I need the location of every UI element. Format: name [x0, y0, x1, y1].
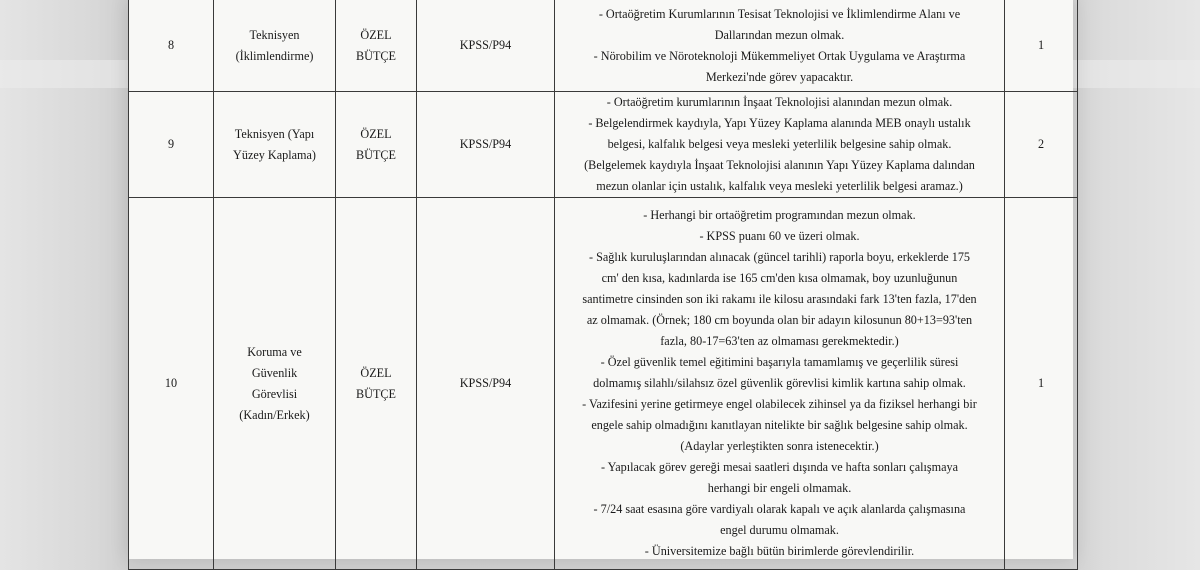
- position-count: 1: [1005, 198, 1078, 570]
- background-band-right: [1072, 60, 1200, 88]
- position-count: 2: [1005, 92, 1078, 198]
- requirement-line: Merkezi'nde görev yapacaktır.: [705, 69, 854, 84]
- budget-type: [336, 92, 417, 198]
- requirement-line: fazla, 80-17=63'ten az olmaması gerekmektedir.): [660, 334, 899, 348]
- exam-score-type: KPSS/P94: [417, 92, 555, 198]
- position-title: [214, 0, 336, 92]
- budget-type-line: ÖZEL: [360, 126, 392, 141]
- exam-score-type: KPSS/P94: [417, 198, 555, 570]
- position-title-line: Teknisyen: [249, 27, 300, 42]
- budget-type-line: BÜTÇE: [356, 147, 396, 162]
- requirement-line: - Herhangi bir ortaöğretim programından mezun olmak.: [643, 208, 916, 222]
- position-title-line: Yüzey Kaplama): [233, 147, 316, 162]
- position-title: [214, 92, 336, 198]
- requirements: [555, 92, 1005, 198]
- requirement-line: (Belgelemek kaydıyla İnşaat Teknolojisi alanının Yapı Yüzey Kaplama dalından: [584, 158, 975, 172]
- requirement-line: - Üniversitemize bağlı bütün birimlerde görevlendirilir.: [644, 544, 915, 558]
- position-title-line: Görevlisi: [251, 386, 298, 401]
- requirement-line: belgesi, kalfalık belgesi veya mesleki yeterlilik belgesine sahip olmak.: [607, 137, 952, 151]
- requirement-line: santimetre cinsinden son iki rakamı ile kilosu arasındaki fark 13'ten fazla, 17'den: [582, 292, 977, 306]
- requirement-line: - 7/24 saat esasına göre vardiyalı olarak kapalı ve açık alanlarda çalışmasına: [593, 502, 966, 516]
- requirement-line: - Belgelendirmek kaydıyla, Yapı Yüzey Kaplama alanında MEB onaylı ustalık: [588, 116, 971, 130]
- requirements: [555, 0, 1005, 92]
- requirement-line: mezun olanlar için ustalık, kalfalık veya mesleki yeterlilik belgesi aramaz.): [596, 179, 963, 193]
- requirement-line: engel durumu olmamak.: [720, 523, 839, 537]
- position-title-line: (İklimlendirme): [235, 48, 314, 63]
- exam-score-type: KPSS/P94: [417, 0, 555, 92]
- requirement-line: - KPSS puanı 60 ve üzeri olmak.: [699, 229, 860, 243]
- table-row: [129, 0, 1078, 92]
- requirement-line: - Ortaöğretim Kurumlarının Tesisat Teknolojisi ve İklimlendirme Alanı ve: [598, 6, 961, 21]
- requirement-line: engele sahip olmadığını kanıtlayan nitelikte bir sağlık belgesine sahip olmak.: [591, 418, 968, 432]
- background-band-left: [0, 60, 128, 88]
- requirement-line: az olmamak. (Örnek; 180 cm boyunda olan bir adayın kilosunun 80+13=93'ten: [586, 313, 973, 327]
- requirement-line: - Özel güvenlik temel eğitimini başarıyla tamamlamış ve geçerlilik süresi: [600, 355, 959, 369]
- requirement-line: cm' den kısa, kadınlarda ise 165 cm'den kısa olmamak, boy uzunluğunun: [601, 271, 958, 285]
- requirement-line: dolmamış silahlı/silahsız özel güvenlik görevlisi kimlik kartına sahip olmak.: [593, 376, 966, 390]
- position-title-line: Teknisyen (Yapı: [234, 126, 315, 141]
- budget-type-line: ÖZEL: [360, 27, 392, 42]
- requirement-line: - Ortaöğretim kurumlarının İnşaat Teknolojisi alanından mezun olmak.: [606, 95, 953, 109]
- position-title-line: (Kadın/Erkek): [239, 407, 310, 422]
- position-title: [214, 198, 336, 570]
- budget-type: [336, 198, 417, 570]
- table-row: [129, 198, 1078, 570]
- position-count: 1: [1005, 0, 1078, 92]
- table-row: [129, 92, 1078, 198]
- budget-type-line: BÜTÇE: [356, 48, 396, 63]
- position-title-line: Güvenlik: [251, 365, 298, 380]
- requirement-line: - Vazifesini yerine getirmeye engel olabilecek zihinsel ya da fiziksel herhangi bir: [582, 397, 977, 411]
- row-number: 9: [129, 92, 214, 198]
- position-title-line: Koruma ve: [247, 344, 302, 359]
- budget-type-line: ÖZEL: [360, 365, 392, 380]
- requirement-line: - Nörobilim ve Nöroteknoloji Mükemmeliyet Ortak Uygulama ve Araştırma: [593, 48, 966, 63]
- requirement-line: - Yapılacak görev gereği mesai saatleri dışında ve hafta sonları çalışmaya: [600, 460, 959, 474]
- budget-type-line: BÜTÇE: [356, 386, 396, 401]
- requirements: [555, 198, 1005, 570]
- requirement-line: Dallarından mezun olmak.: [714, 27, 845, 42]
- row-number: 10: [129, 198, 214, 570]
- row-number: 8: [129, 0, 214, 92]
- requirement-line: - Sağlık kuruluşlarından alınacak (güncel tarihli) raporla boyu, erkeklerde 175: [588, 250, 971, 264]
- budget-type: [336, 0, 417, 92]
- positions-table: [128, 0, 1078, 570]
- table-body: [129, 0, 1078, 570]
- requirement-line: (Adaylar yerleştikten sonra istenecektir.): [680, 439, 879, 453]
- document-page: [128, 0, 1073, 559]
- requirement-line: herhangi bir engeli olmamak.: [707, 481, 852, 495]
